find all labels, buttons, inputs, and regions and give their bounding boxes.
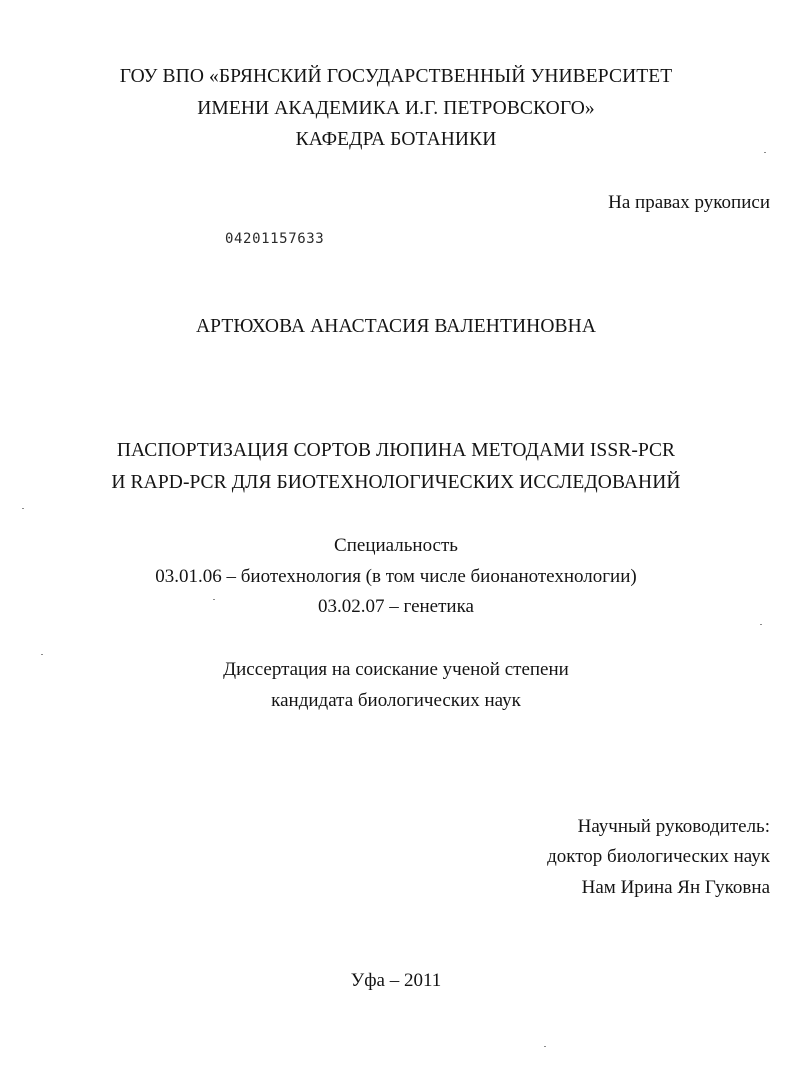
degree-line-1: Диссертация на соискание ученой степени (223, 659, 569, 680)
title-line-2: И RAPD-PCR ДЛЯ БИОТЕХНОЛОГИЧЕСКИХ ИССЛЕДОВАНИЙ (111, 472, 681, 493)
specialty-code-2: 03.02.07 – генетика (318, 596, 474, 617)
specialty-heading: Специальность (334, 535, 458, 556)
title-line-1: ПАСПОРТИЗАЦИЯ СОРТОВ ЛЮПИНА МЕТОДАМИ ISSR-PCR (116, 440, 676, 461)
supervisor-degree: доктор биологических наук (547, 846, 770, 867)
place-year: Уфа – 2011 (350, 970, 442, 991)
scan-speck (764, 152, 766, 153)
author-name: АРТЮХОВА АНАСТАСИЯ ВАЛЕНТИНОВНА (195, 316, 597, 337)
institution-line-2: ИМЕНИ АКАДЕМИКА И.Г. ПЕТРОВСКОГО» (197, 98, 595, 119)
department-line: КАФЕДРА БОТАНИКИ (295, 129, 497, 150)
supervisor-heading: Научный руководитель: (577, 816, 770, 837)
registration-number: 04201157633 (225, 231, 325, 247)
scan-speck (213, 599, 215, 600)
degree-line-2: кандидата биологических наук (271, 690, 521, 711)
manuscript-rights: На правах рукописи (608, 192, 770, 213)
scan-speck (544, 1046, 546, 1047)
scan-speck (41, 654, 43, 655)
institution-line-1: ГОУ ВПО «БРЯНСКИЙ ГОСУДАРСТВЕННЫЙ УНИВЕРСИТЕТ (119, 66, 673, 87)
specialty-code-1: 03.01.06 – биотехнология (в том числе бионанотехнологии) (155, 566, 637, 587)
supervisor-name: Нам Ирина Ян Гуковна (581, 877, 770, 898)
scan-speck (22, 508, 24, 509)
scan-speck (760, 624, 762, 625)
